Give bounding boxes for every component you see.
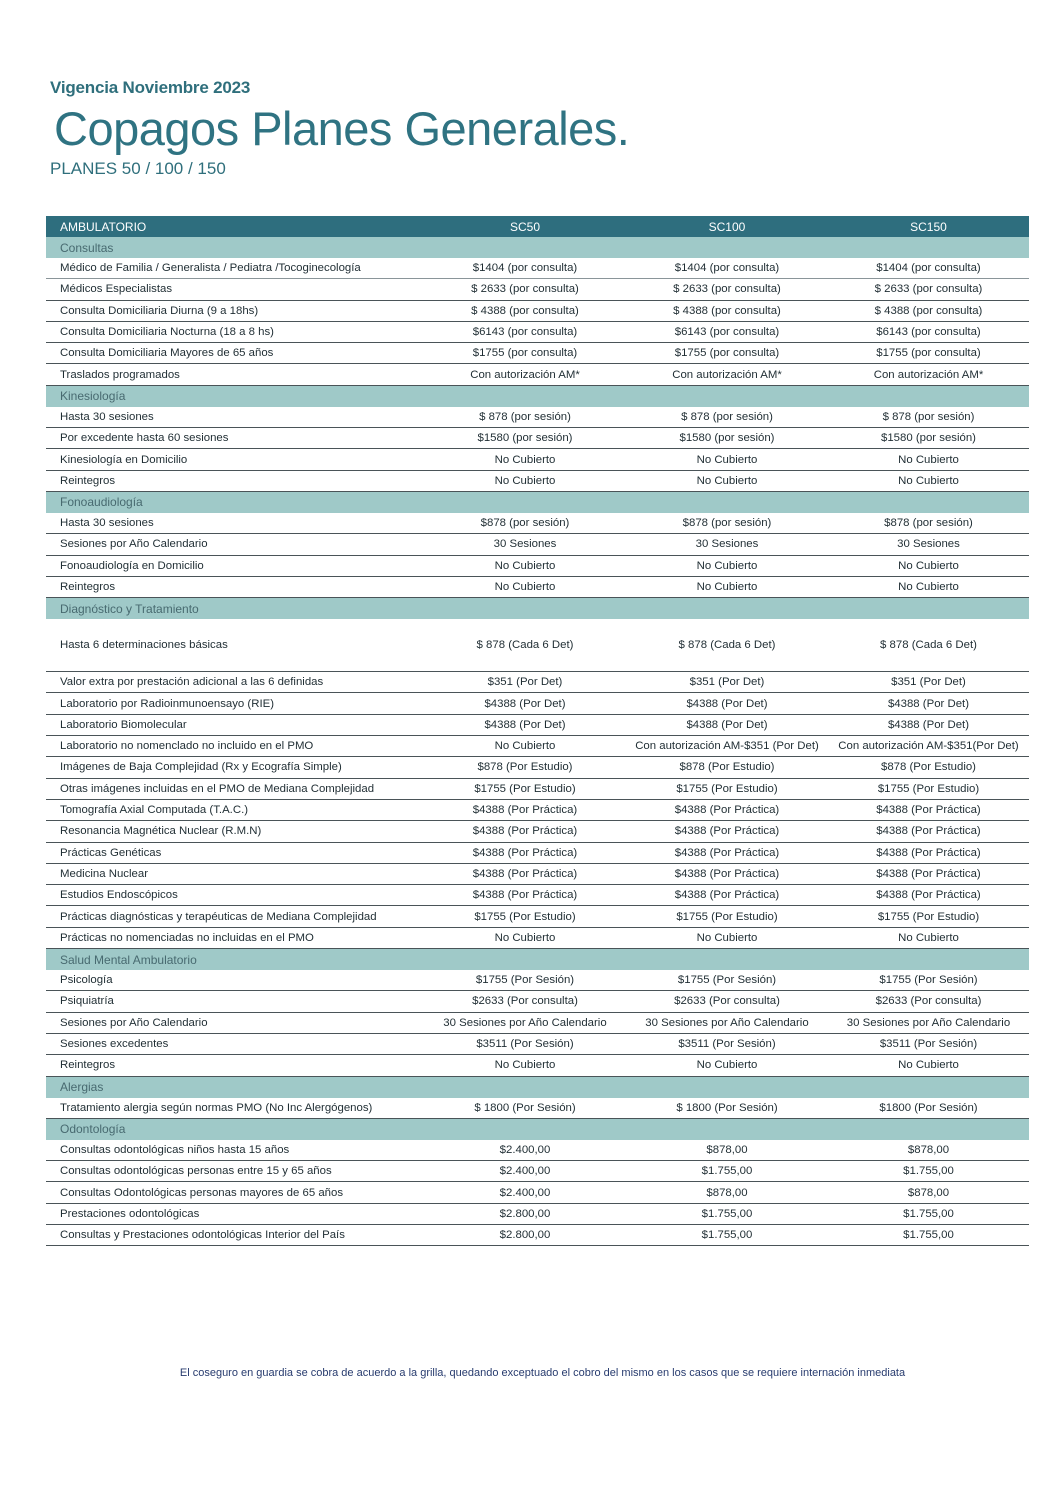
table-row xyxy=(46,693,1029,714)
row-value-sc50: $2.400,00 xyxy=(424,1140,626,1161)
row-value-sc150: $878 (Por Estudio) xyxy=(828,757,1029,778)
section-title: Alergias xyxy=(46,1076,1029,1098)
row-value-sc100: $878,00 xyxy=(626,1140,828,1161)
row-value-sc100: $1755 (por consulta) xyxy=(626,343,828,364)
row-value-sc50: 30 Sesiones por Año Calendario xyxy=(424,1012,626,1033)
row-value-sc50: $1755 (Por Estudio) xyxy=(424,778,626,799)
row-label: Hasta 6 determinaciones básicas xyxy=(46,619,424,672)
row-value-sc150: $878,00 xyxy=(828,1182,1029,1203)
row-value-sc100: $1404 (por consulta) xyxy=(626,258,828,279)
row-value-sc100: $4388 (Por Práctica) xyxy=(626,885,828,906)
row-label: Kinesiología en Domicilio xyxy=(46,449,424,470)
row-value-sc50: $6143 (por consulta) xyxy=(424,321,626,342)
row-value-sc150: No Cubierto xyxy=(828,927,1029,948)
row-label: Consultas odontológicas niños hasta 15 años xyxy=(46,1140,424,1161)
row-value-sc100: $ 4388 (por consulta) xyxy=(626,300,828,321)
row-value-sc150: $3511 (Por Sesión) xyxy=(828,1033,1029,1054)
row-value-sc50: No Cubierto xyxy=(424,449,626,470)
table-row xyxy=(46,321,1029,342)
section-title: Odontología xyxy=(46,1118,1029,1140)
row-value-sc150: $351 (Por Det) xyxy=(828,672,1029,693)
row-value-sc100: $878 (por sesión) xyxy=(626,513,828,534)
row-value-sc100: $ 878 (Cada 6 Det) xyxy=(626,619,828,672)
section-title: Diagnóstico y Tratamiento xyxy=(46,598,1029,620)
row-value-sc150: $1755 (Por Estudio) xyxy=(828,906,1029,927)
row-value-sc150: No Cubierto xyxy=(828,470,1029,491)
row-label: Valor extra por prestación adicional a las 6 definidas xyxy=(46,672,424,693)
row-value-sc100: $4388 (Por Práctica) xyxy=(626,821,828,842)
table-row xyxy=(46,1012,1029,1033)
row-value-sc100: $1755 (Por Estudio) xyxy=(626,906,828,927)
table-row xyxy=(46,714,1029,735)
table-row xyxy=(46,534,1029,555)
row-value-sc150: 30 Sesiones xyxy=(828,534,1029,555)
row-value-sc50: $4388 (Por Det) xyxy=(424,693,626,714)
row-value-sc150: $ 2633 (por consulta) xyxy=(828,279,1029,300)
table-header-row xyxy=(46,216,1029,237)
section-title: Consultas xyxy=(46,237,1029,258)
row-value-sc100: $4388 (Por Práctica) xyxy=(626,799,828,820)
row-value-sc100: $1580 (por sesión) xyxy=(626,428,828,449)
row-value-sc50: $1755 (Por Estudio) xyxy=(424,906,626,927)
row-value-sc100: $1755 (Por Estudio) xyxy=(626,778,828,799)
row-label: Tomografía Axial Computada (T.A.C.) xyxy=(46,799,424,820)
row-label: Traslados programados xyxy=(46,364,424,385)
row-value-sc150: $1580 (por sesión) xyxy=(828,428,1029,449)
row-value-sc150: $ 4388 (por consulta) xyxy=(828,300,1029,321)
row-label: Médico de Familia / Generalista / Pediatra /Tocoginecología xyxy=(46,258,424,279)
row-label: Otras imágenes incluidas en el PMO de Mediana Complejidad xyxy=(46,778,424,799)
row-value-sc150: $1.755,00 xyxy=(828,1161,1029,1182)
row-value-sc150: $878 (por sesión) xyxy=(828,513,1029,534)
row-value-sc50: $2.800,00 xyxy=(424,1203,626,1224)
row-label: Consulta Domiciliaria Nocturna (18 a 8 hs) xyxy=(46,321,424,342)
plans-subtitle: PLANES 50 / 100 / 150 xyxy=(50,158,226,178)
row-label: Prácticas diagnósticas y terapéuticas de Mediana Complejidad xyxy=(46,906,424,927)
row-label: Hasta 30 sesiones xyxy=(46,513,424,534)
row-value-sc100: No Cubierto xyxy=(626,576,828,597)
row-label: Sesiones por Año Calendario xyxy=(46,534,424,555)
row-value-sc100: Con autorización AM-$351 (Por Det) xyxy=(626,736,828,757)
section-row xyxy=(46,237,1029,258)
row-label: Reintegros xyxy=(46,470,424,491)
row-value-sc50: No Cubierto xyxy=(424,927,626,948)
section-row xyxy=(46,1118,1029,1140)
row-label: Laboratorio no nomenclado no incluido en el PMO xyxy=(46,736,424,757)
column-header-ambulatorio: AMBULATORIO xyxy=(46,216,424,237)
row-label: Consultas Odontológicas personas mayores de 65 años xyxy=(46,1182,424,1203)
table-row xyxy=(46,1182,1029,1203)
table-row xyxy=(46,1098,1029,1119)
table-row xyxy=(46,555,1029,576)
document-header xyxy=(50,78,629,179)
row-value-sc50: 30 Sesiones xyxy=(424,534,626,555)
row-value-sc100: No Cubierto xyxy=(626,1055,828,1076)
table-row xyxy=(46,778,1029,799)
table-body xyxy=(46,237,1029,1246)
table-row xyxy=(46,428,1029,449)
row-value-sc100: $4388 (Por Práctica) xyxy=(626,863,828,884)
row-value-sc100: $6143 (por consulta) xyxy=(626,321,828,342)
row-value-sc50: No Cubierto xyxy=(424,736,626,757)
table-row xyxy=(46,1140,1029,1161)
row-value-sc150: $4388 (Por Práctica) xyxy=(828,863,1029,884)
row-value-sc150: $878,00 xyxy=(828,1140,1029,1161)
row-value-sc150: $6143 (por consulta) xyxy=(828,321,1029,342)
table-row xyxy=(46,885,1029,906)
row-label: Fonoaudiología en Domicilio xyxy=(46,555,424,576)
row-value-sc150: $4388 (Por Práctica) xyxy=(828,821,1029,842)
page-title: Copagos Planes Generales. xyxy=(54,102,630,155)
row-label: Imágenes de Baja Complejidad (Rx y Ecografía Simple) xyxy=(46,757,424,778)
row-value-sc100: $1.755,00 xyxy=(626,1224,828,1245)
row-value-sc100: $3511 (Por Sesión) xyxy=(626,1033,828,1054)
row-value-sc50: No Cubierto xyxy=(424,1055,626,1076)
row-value-sc100: No Cubierto xyxy=(626,470,828,491)
table-row xyxy=(46,799,1029,820)
row-value-sc50: $1755 (Por Sesión) xyxy=(424,970,626,991)
row-value-sc100: $1.755,00 xyxy=(626,1203,828,1224)
row-value-sc150: $2633 (Por consulta) xyxy=(828,991,1029,1012)
row-value-sc50: $878 (Por Estudio) xyxy=(424,757,626,778)
copay-table xyxy=(46,216,1029,1246)
row-value-sc50: $4388 (Por Práctica) xyxy=(424,842,626,863)
row-label: Hasta 30 sesiones xyxy=(46,407,424,428)
row-value-sc50: $1580 (por sesión) xyxy=(424,428,626,449)
row-value-sc150: $4388 (Por Det) xyxy=(828,693,1029,714)
row-value-sc100: $1.755,00 xyxy=(626,1161,828,1182)
section-title: Kinesiología xyxy=(46,385,1029,407)
table-row xyxy=(46,927,1029,948)
table-row xyxy=(46,991,1029,1012)
row-value-sc150: $1755 (Por Estudio) xyxy=(828,778,1029,799)
row-label: Reintegros xyxy=(46,576,424,597)
column-header-sc50: SC50 xyxy=(424,216,626,237)
row-value-sc50: $4388 (Por Práctica) xyxy=(424,821,626,842)
row-label: Consulta Domiciliaria Mayores de 65 años xyxy=(46,343,424,364)
row-value-sc150: Con autorización AM-$351(Por Det) xyxy=(828,736,1029,757)
table-row xyxy=(46,672,1029,693)
row-value-sc50: $2.400,00 xyxy=(424,1161,626,1182)
row-value-sc100: $ 1800 (Por Sesión) xyxy=(626,1098,828,1119)
table-row xyxy=(46,364,1029,385)
row-value-sc50: $4388 (Por Práctica) xyxy=(424,885,626,906)
row-value-sc50: $2633 (Por consulta) xyxy=(424,991,626,1012)
section-row xyxy=(46,598,1029,620)
row-value-sc50: $4388 (Por Det) xyxy=(424,714,626,735)
row-value-sc100: $4388 (Por Det) xyxy=(626,714,828,735)
row-value-sc50: $2.400,00 xyxy=(424,1182,626,1203)
row-label: Medicina Nuclear xyxy=(46,863,424,884)
row-value-sc100: $878 (Por Estudio) xyxy=(626,757,828,778)
row-value-sc150: $4388 (Por Práctica) xyxy=(828,885,1029,906)
table-row xyxy=(46,470,1029,491)
row-value-sc50: $878 (por sesión) xyxy=(424,513,626,534)
row-value-sc150: $4388 (Por Det) xyxy=(828,714,1029,735)
section-row xyxy=(46,491,1029,513)
row-label: Consulta Domiciliaria Diurna (9 a 18hs) xyxy=(46,300,424,321)
row-value-sc150: $4388 (Por Práctica) xyxy=(828,799,1029,820)
footnote: El coseguro en guardia se cobra de acuerdo a la grilla, quedando exceptuado el cobro del mismo en los casos que se requiere internación inmediata xyxy=(179,1367,906,1379)
row-value-sc50: $1755 (por consulta) xyxy=(424,343,626,364)
row-value-sc150: No Cubierto xyxy=(828,449,1029,470)
row-label: Por excedente hasta 60 sesiones xyxy=(46,428,424,449)
row-value-sc150: No Cubierto xyxy=(828,576,1029,597)
row-value-sc50: $1404 (por consulta) xyxy=(424,258,626,279)
row-value-sc100: No Cubierto xyxy=(626,449,828,470)
row-value-sc100: $1755 (Por Sesión) xyxy=(626,970,828,991)
row-value-sc150: 30 Sesiones por Año Calendario xyxy=(828,1012,1029,1033)
table-row xyxy=(46,842,1029,863)
row-label: Psiquiatría xyxy=(46,991,424,1012)
row-label: Psicología xyxy=(46,970,424,991)
table-row xyxy=(46,279,1029,300)
table-row xyxy=(46,1055,1029,1076)
table-row xyxy=(46,300,1029,321)
row-value-sc50: $ 878 (Cada 6 Det) xyxy=(424,619,626,672)
row-value-sc100: No Cubierto xyxy=(626,555,828,576)
row-value-sc50: $351 (Por Det) xyxy=(424,672,626,693)
row-value-sc50: $2.800,00 xyxy=(424,1224,626,1245)
table-row xyxy=(46,906,1029,927)
table-row xyxy=(46,1224,1029,1245)
row-value-sc50: $ 2633 (por consulta) xyxy=(424,279,626,300)
row-value-sc150: $1.755,00 xyxy=(828,1203,1029,1224)
row-label: Laboratorio por Radioinmunoensayo (RIE) xyxy=(46,693,424,714)
row-label: Reintegros xyxy=(46,1055,424,1076)
row-value-sc50: Con autorización AM* xyxy=(424,364,626,385)
row-value-sc100: $4388 (Por Práctica) xyxy=(626,842,828,863)
row-label: Consultas odontológicas personas entre 15 y 65 años xyxy=(46,1161,424,1182)
row-value-sc150: $ 878 (Cada 6 Det) xyxy=(828,619,1029,672)
row-value-sc50: No Cubierto xyxy=(424,576,626,597)
row-label: Tratamiento alergia según normas PMO (No Inc Alergógenos) xyxy=(46,1098,424,1119)
table-row xyxy=(46,863,1029,884)
row-label: Laboratorio Biomolecular xyxy=(46,714,424,735)
table-row xyxy=(46,407,1029,428)
validity-date: Vigencia Noviembre 2023 xyxy=(50,78,251,97)
row-value-sc150: $1755 (Por Sesión) xyxy=(828,970,1029,991)
row-value-sc100: 30 Sesiones xyxy=(626,534,828,555)
row-value-sc50: $ 878 (por sesión) xyxy=(424,407,626,428)
row-label: Prácticas Genéticas xyxy=(46,842,424,863)
row-value-sc100: No Cubierto xyxy=(626,927,828,948)
row-label: Prestaciones odontológicas xyxy=(46,1203,424,1224)
row-label: Sesiones excedentes xyxy=(46,1033,424,1054)
table-row xyxy=(46,970,1029,991)
row-value-sc100: $ 2633 (por consulta) xyxy=(626,279,828,300)
table-row xyxy=(46,1203,1029,1224)
row-label: Consultas y Prestaciones odontológicas Interior del País xyxy=(46,1224,424,1245)
row-label: Resonancia Magnética Nuclear (R.M.N) xyxy=(46,821,424,842)
section-title: Salud Mental Ambulatorio xyxy=(46,949,1029,971)
table-row xyxy=(46,821,1029,842)
row-value-sc100: $4388 (Por Det) xyxy=(626,693,828,714)
section-row xyxy=(46,385,1029,407)
row-value-sc150: No Cubierto xyxy=(828,555,1029,576)
row-value-sc150: Con autorización AM* xyxy=(828,364,1029,385)
row-value-sc150: $4388 (Por Práctica) xyxy=(828,842,1029,863)
section-row xyxy=(46,949,1029,971)
table-row xyxy=(46,258,1029,279)
row-label: Sesiones por Año Calendario xyxy=(46,1012,424,1033)
row-value-sc100: Con autorización AM* xyxy=(626,364,828,385)
row-value-sc100: $ 878 (por sesión) xyxy=(626,407,828,428)
table-row xyxy=(46,513,1029,534)
row-value-sc150: $ 878 (por sesión) xyxy=(828,407,1029,428)
column-header-sc100: SC100 xyxy=(626,216,828,237)
row-value-sc50: $ 1800 (Por Sesión) xyxy=(424,1098,626,1119)
row-label: Prácticas no nomenciadas no incluidas en el PMO xyxy=(46,927,424,948)
row-value-sc50: No Cubierto xyxy=(424,470,626,491)
table-row xyxy=(46,1161,1029,1182)
row-value-sc100: 30 Sesiones por Año Calendario xyxy=(626,1012,828,1033)
table-row xyxy=(46,736,1029,757)
row-label: Estudios Endoscópicos xyxy=(46,885,424,906)
row-value-sc150: $1.755,00 xyxy=(828,1224,1029,1245)
row-value-sc150: $1404 (por consulta) xyxy=(828,258,1029,279)
row-value-sc150: $1755 (por consulta) xyxy=(828,343,1029,364)
table-row xyxy=(46,619,1029,672)
row-value-sc50: $4388 (Por Práctica) xyxy=(424,799,626,820)
table-row xyxy=(46,343,1029,364)
row-value-sc100: $2633 (Por consulta) xyxy=(626,991,828,1012)
row-value-sc150: $1800 (Por Sesión) xyxy=(828,1098,1029,1119)
section-row xyxy=(46,1076,1029,1098)
row-value-sc150: No Cubierto xyxy=(828,1055,1029,1076)
row-value-sc50: $4388 (Por Práctica) xyxy=(424,863,626,884)
section-title: Fonoaudiología xyxy=(46,491,1029,513)
table-row xyxy=(46,449,1029,470)
table-row xyxy=(46,1033,1029,1054)
row-value-sc50: No Cubierto xyxy=(424,555,626,576)
row-value-sc100: $878,00 xyxy=(626,1182,828,1203)
row-value-sc100: $351 (Por Det) xyxy=(626,672,828,693)
row-value-sc50: $ 4388 (por consulta) xyxy=(424,300,626,321)
row-value-sc50: $3511 (Por Sesión) xyxy=(424,1033,626,1054)
column-header-sc150: SC150 xyxy=(828,216,1029,237)
table-row xyxy=(46,576,1029,597)
row-label: Médicos Especialistas xyxy=(46,279,424,300)
table-row xyxy=(46,757,1029,778)
